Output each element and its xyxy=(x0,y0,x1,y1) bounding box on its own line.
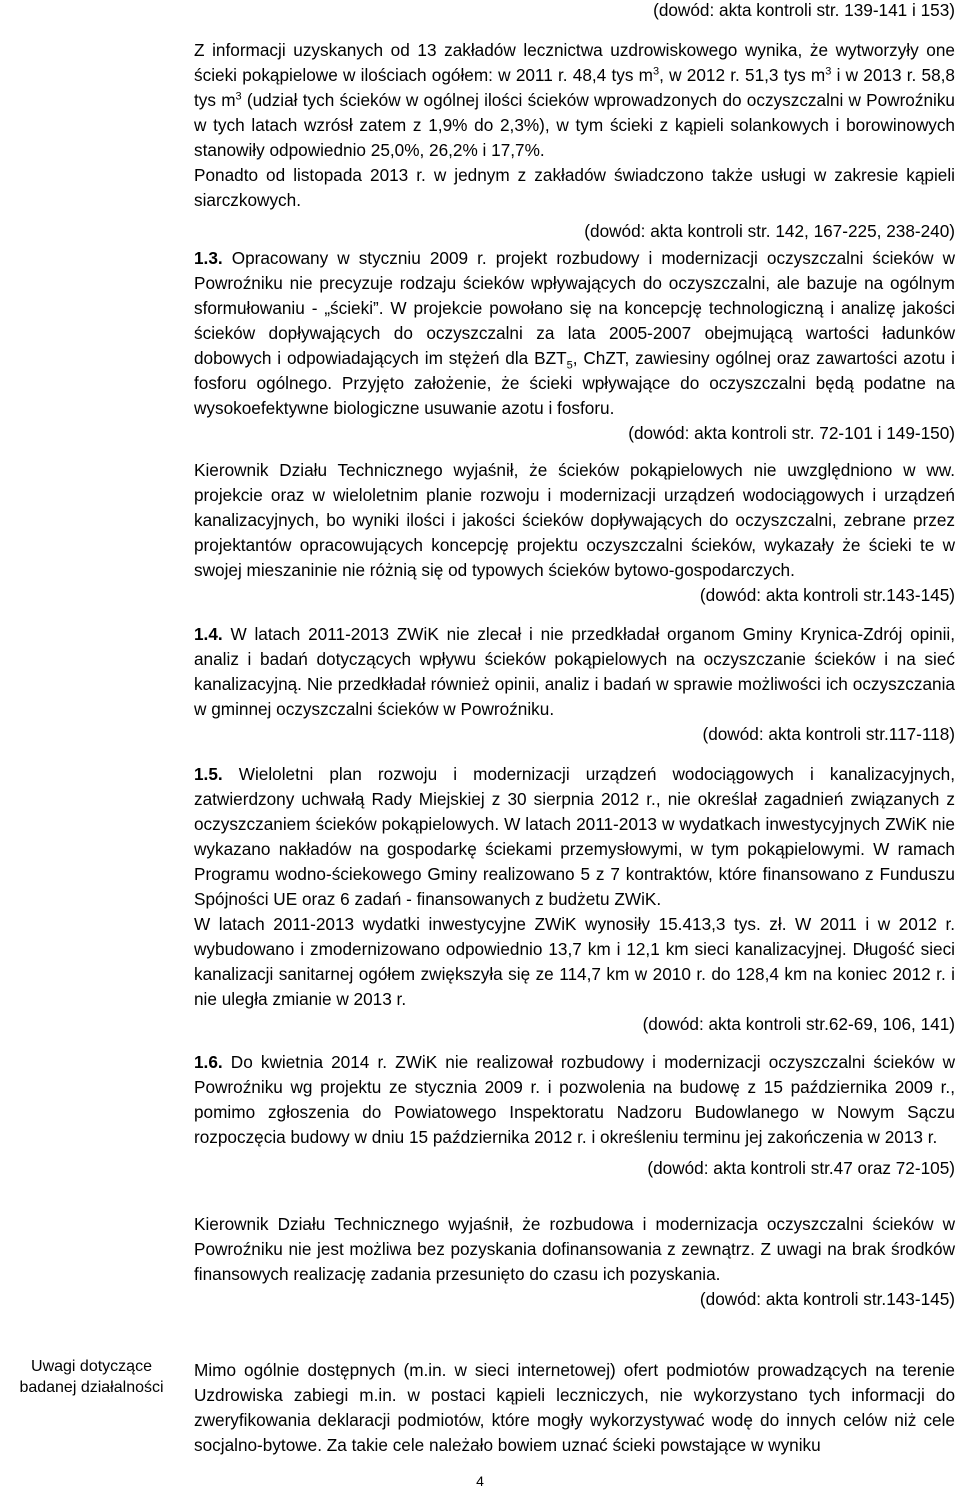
page-number: 4 xyxy=(476,1473,484,1489)
evidence-ref: (dowód: akta kontroli str.47 oraz 72-105) xyxy=(647,1158,955,1178)
section-1-6 xyxy=(194,1050,955,1181)
paragraph-text: Z informacji uzyskanych od 13 zakładów lecznictwa uzdrowiskowego wynika, że wytworzyły one ścieki pokąpielowe w ilościach ogółem: w 2011 r. 48,4 tys $m^3$, w 2012 r. 51,3 tys $m^3$ i w 2013 r. 58,8 tys $m^3$ (udział tych ścieków w ogólnej ilości ścieków wprowadzonych do oczyszczalni w Powroźniku w tych latach wzrósł zatem z 1,9% do 2,3%), w tym ścieki z kąpieli solankowych i borowinowych stanowiły odpowiednio 25,0%, 26,2% i 17,7%. xyxy=(194,40,955,160)
paragraph-text: 1.5. Wieloletni plan rozwoju i modernizacji urządzeń wodociągowych i kanalizacyjnych, zatwierdzony uchwałą Rady Miejskiej z 30 sierpnia 2012 r., nie określał zagadnień związanych z oczyszczaniem ścieków pokąpielowych. W latach 2011-2013 w wydatkach inwestycyjnych ZWiK nie wykazano nakładów na gospodarkę ściekami przemysłowymi, w tym pokąpielowymi. W ramach Programu wodno-ściekowego Gminy realizowano 5 z 7 kontraktów, które finansowano z Funduszu Spójności UE oraz 6 zadań - finansowanych z budżetu ZWiK. xyxy=(194,764,955,909)
paragraph-text: Kierownik Działu Technicznego wyjaśnił, że rozbudowa i modernizacja oczyszczalni ścieków w Powroźniku nie jest możliwa bez pozyskania dofinansowania z zewnątrz. Z uwagi na brak środków finansowych realizację zadania przesunięto do czasu ich pozyskania. xyxy=(194,1214,955,1284)
paragraph-wastewater-volumes xyxy=(194,38,955,244)
section-number: 1.6. xyxy=(194,1052,223,1072)
evidence-ref: (dowód: akta kontroli str.117-118) xyxy=(702,724,955,744)
evidence-ref-top xyxy=(194,0,955,23)
paragraph-text: Mimo ogólnie dostępnych (m.in. w sieci internetowej) ofert podmiotów prowadzących na terenie Uzdrowiska zabiegi m.in. w postaci kąpieli leczniczych, nie wykorzystano tych informacji do zweryfikowania deklaracji podmiotów, które mogły wykorzystywać wodę do innych celów niż cele socjalno-bytowe. Za takie cele należało bowiem uznać ścieki powstające w wyniku xyxy=(194,1360,955,1455)
evidence-ref: (dowód: akta kontroli str. 139-141 i 153) xyxy=(653,0,955,20)
paragraph-text: 1.3. Opracowany w styczniu 2009 r. projekt rozbudowy i modernizacji oczyszczalni ścieków w Powroźniku nie precyzuje rodzaju ścieków wpływających do oczyszczalni, ale bazuje na ogólnym sformułowaniu - „ścieki”. W projekcie powołano się na koncepcję technologiczną i analizę jakości ścieków dopływających do oczyszczalni za lata 2005-2007 obejmującą wartości ładunków dobowych i odpowiadających im stężeń dla $BZT_5$, ChZT, zawiesiny ogólnej oraz zawartości azotu i fosforu ogólnego. Przyjęto założenie, że ścieki wpływające do oczyszczalni będą podatne na wysokoefektywne biologiczne usuwanie azotu i fosforu. xyxy=(194,248,955,418)
paragraph-investment: W latach 2011-2013 wydatki inwestycyjne ZWiK wynosiły 15.413,3 tys. zł. W 2011 i w 2012 r. wybudowano i zmodernizowano odpowiednio 13,7 km i 12,1 km sieci kanalizacyjnej. Długość sieci kanalizacji sanitarnej ogółem zwiększyła się ze 114,7 km w 2010 r. do 128,4 km na koniec 2012 r. i nie uległa zmianie w 2013 r. xyxy=(194,914,955,1009)
evidence-ref: (dowód: akta kontroli str. 72-101 i 149-150) xyxy=(628,423,955,443)
paragraph-sulfide-baths: Ponadto od listopada 2013 r. w jednym z zakładów świadczono także usługi w zakresie kąpieli siarczkowych. xyxy=(194,165,955,210)
paragraph-technical-explanation xyxy=(194,458,955,608)
paragraph-remarks xyxy=(194,1358,955,1458)
paragraph-financing xyxy=(194,1212,955,1312)
section-number: 1.5. xyxy=(194,764,223,784)
side-label-remarks: Uwagi dotyczące badanej działalności xyxy=(19,1358,164,1396)
evidence-ref: (dowód: akta kontroli str.62-69, 106, 141) xyxy=(642,1014,955,1034)
section-1-5 xyxy=(194,762,955,1037)
evidence-ref: (dowód: akta kontroli str.143-145) xyxy=(699,585,955,605)
evidence-ref: (dowód: akta kontroli str.143-145) xyxy=(699,1289,955,1309)
paragraph-text: 1.6. Do kwietnia 2014 r. ZWiK nie realizował rozbudowy i modernizacji oczyszczalni ścieków w Powroźniku wg projektu ze stycznia 2009 r. i pozwolenia na budowę z 15 października 2009 r., pomimo zgłoszenia do Powiatowego Inspektoratu Nadzoru Budowlanego w Nowym Sączu rozpoczęcia budowy w dniu 15 października 2012 r. i określeniu terminu jej zakończenia w 2013 r. xyxy=(194,1052,955,1147)
evidence-ref: (dowód: akta kontroli str. 142, 167-225, 238-240) xyxy=(584,221,955,241)
section-1-3 xyxy=(194,246,955,446)
paragraph-text: Kierownik Działu Technicznego wyjaśnił, że ścieków pokąpielowych nie uwzględniono w ww. projekcie oraz w wieloletnim planie rozwoju i modernizacji urządzeń wodociągowych i urządzeń kanalizacyjnych, bo wyniki ilości i jakości ścieków dopływających do oczyszczalni, zebrane przez projektantów opracowujących koncepcję projektu oczyszczalni ścieków, wykazały że ścieki te w swojej mieszaninie nie różnią się od typowych ścieków bytowo-gospodarczych. xyxy=(194,460,955,580)
section-number: 1.3. xyxy=(194,248,223,268)
section-1-4 xyxy=(194,622,955,747)
section-number: 1.4. xyxy=(194,624,223,644)
paragraph-text: 1.4. W latach 2011-2013 ZWiK nie zlecał i nie przedkładał organom Gminy Krynica-Zdrój opinii, analiz i badań dotyczących wpływu ścieków pokąpielowych na oczyszczanie ścieków i na sieć kanalizacyjną. Nie przedkładał również opinii, analiz i badań w sprawie możliwości ich oczyszczania w gminnej oczyszczalni ścieków w Powroźniku. xyxy=(194,624,955,719)
